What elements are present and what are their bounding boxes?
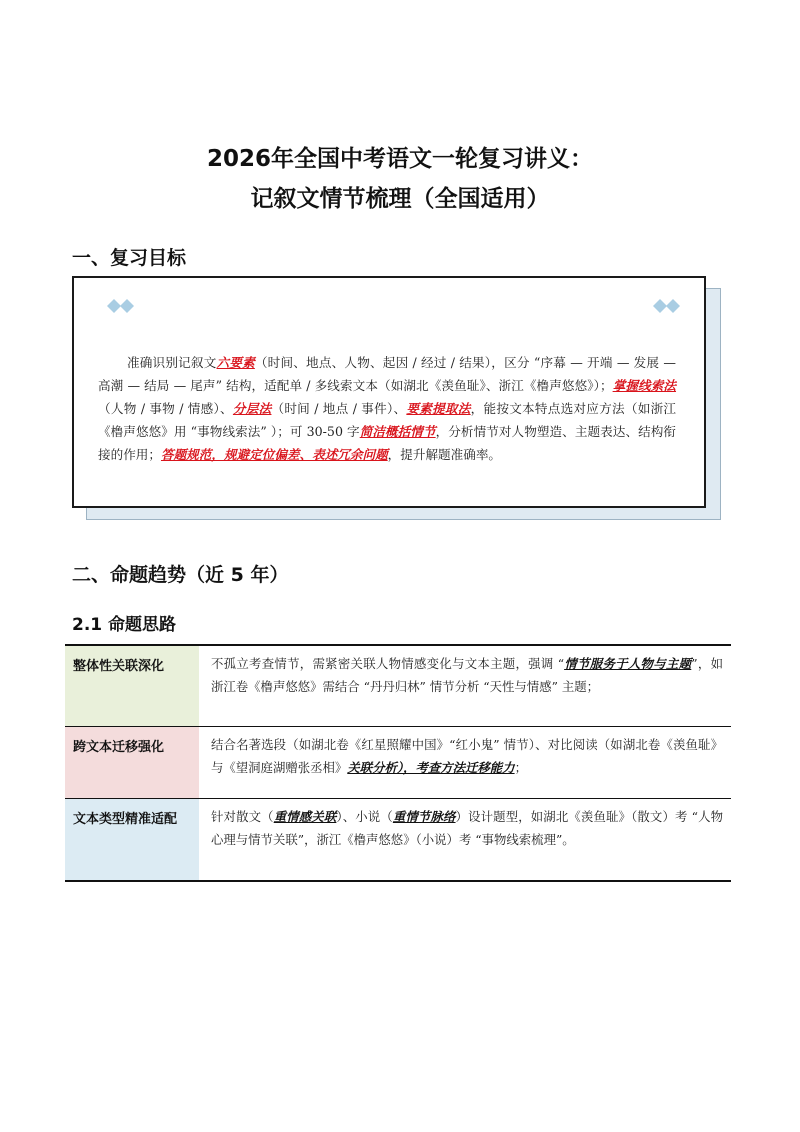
goal-emphasis: 要素提取法: [406, 401, 471, 416]
goal-text-part: ，分析情节对人物塑造、主题表达、结构衔接的作用；: [98, 424, 677, 462]
goal-emphasis: 简洁概括情节: [359, 424, 436, 439]
goal-text-part: （时间 / 地点 / 事件）、: [271, 401, 407, 416]
cell-emphasis: 重情节脉络: [392, 809, 456, 824]
table-row: [65, 645, 731, 727]
cell-text: ）、小说（: [336, 809, 393, 824]
goal-text-part: （时间、地点、人物、起因 / 经过 / 结果），区分 “序幕 — 开端 — 发展 — 高潮 — 结局 — 尾声” 结构，适配单 / 多线索文本（如湖北《羡鱼耻》、浙江《橹声悠悠》）；: [98, 355, 677, 393]
cell-text: 针对散文（: [211, 809, 274, 824]
page-title-line2: 记叙文情节梳理（全国适用）: [250, 186, 550, 212]
row-content: [199, 799, 731, 882]
subsection-heading: 2.1 命题思路: [72, 615, 177, 635]
trend-table: [65, 644, 731, 882]
section-heading-goals: 一、复习目标: [72, 247, 187, 269]
table-row: [65, 727, 731, 799]
cell-text: 结合名著选段（如湖北卷《红星照耀中国》“红小鬼” 情节）、对比阅读（如湖北卷《羡鱼耻》与《望洞庭湖赠张丞相》: [211, 737, 723, 775]
goal-text-part: ，提升解题准确率。: [387, 447, 501, 462]
cell-text: ”，如浙江卷《橹声悠悠》需结合 “丹丹归林” 情节分析 “天性与情感” 主题；: [211, 656, 724, 694]
goal-emphasis: 分层法: [232, 401, 272, 416]
table-row: [65, 799, 731, 882]
cell-emphasis: 关联分析），考查方法迁移能力: [347, 760, 515, 775]
cell-text: ）设计题型，如湖北《羡鱼耻》（散文）考 “人物心理与情节关联”，浙江《橹声悠悠》（小说）考 “事物线索梳理”。: [211, 809, 724, 847]
row-label: 跨文本迁移强化: [65, 727, 199, 799]
row-content: [199, 645, 731, 727]
cell-text: ；: [514, 760, 527, 775]
row-content: [199, 727, 731, 799]
goal-text: [98, 351, 676, 466]
goal-text-part: ，能按文本特点选对应方法（如浙江《橹声悠悠》用 “事物线索法” ）；可 30-50 字: [98, 401, 677, 439]
section-heading-trends: 二、命题趋势（近 5 年）: [72, 564, 289, 586]
goal-emphasis: 六要素: [216, 355, 255, 370]
row-label: 整体性关联深化: [65, 645, 199, 727]
cell-text: 不孤立考查情节，需紧密关联人物情感变化与文本主题，强调 “: [211, 656, 565, 671]
diamond-ornament-right-icon: [652, 298, 682, 314]
goal-text-part: 准确识别记叙文: [126, 355, 217, 370]
row-label: 文本类型精准适配: [65, 799, 199, 882]
goal-emphasis: 掌握线索法: [612, 378, 677, 393]
cell-emphasis: 情节服务于人物与主题: [564, 656, 692, 671]
goal-text-part: （人物 / 事物 / 情感）、: [98, 401, 233, 416]
goal-box: [72, 276, 706, 508]
page-title-line1: 2026年全国中考语文一轮复习讲义：: [206, 146, 593, 172]
goal-emphasis: 答题规范，规避定位偏差、表述冗余问题: [160, 447, 388, 462]
cell-emphasis: 重情感关联: [273, 809, 337, 824]
diamond-ornament-left-icon: [106, 298, 136, 314]
